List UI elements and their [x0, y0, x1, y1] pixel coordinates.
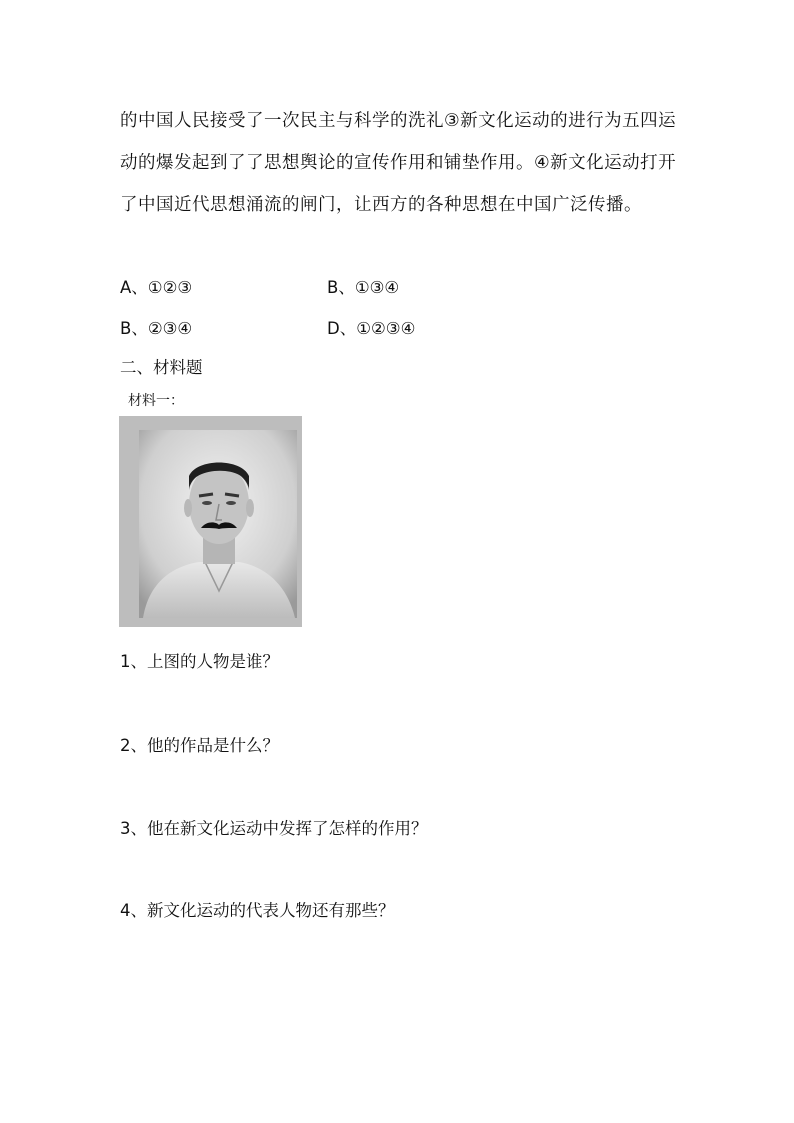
- question-1: 1、上图的人物是谁？: [120, 652, 279, 671]
- section-title: 二、材料题: [120, 358, 203, 377]
- portrait-photo: [119, 416, 302, 627]
- question-continuation-text: 的中国人民接受了一次民主与科学的洗礼③新文化运动的进行为五四运动的爆发起到了了思想舆论的宣传作用和铺垫作用。④新文化运动打开了中国近代思想涌流的闸门，让西方的各种思想在中国广泛传播。: [120, 111, 677, 215]
- option-d: D、①②③④: [327, 319, 416, 338]
- question-4: 4、新文化运动的代表人物还有那些？: [120, 901, 395, 920]
- question-2: 2、他的作品是什么？: [120, 736, 279, 755]
- question-3: 3、他在新文化运动中发挥了怎样的作用？: [120, 819, 428, 838]
- option-a: A、①②③: [120, 278, 193, 297]
- option-b-second: B、②③④: [120, 319, 193, 338]
- option-b-first: B、①③④: [327, 278, 400, 297]
- material-label: 材料一：: [128, 393, 184, 409]
